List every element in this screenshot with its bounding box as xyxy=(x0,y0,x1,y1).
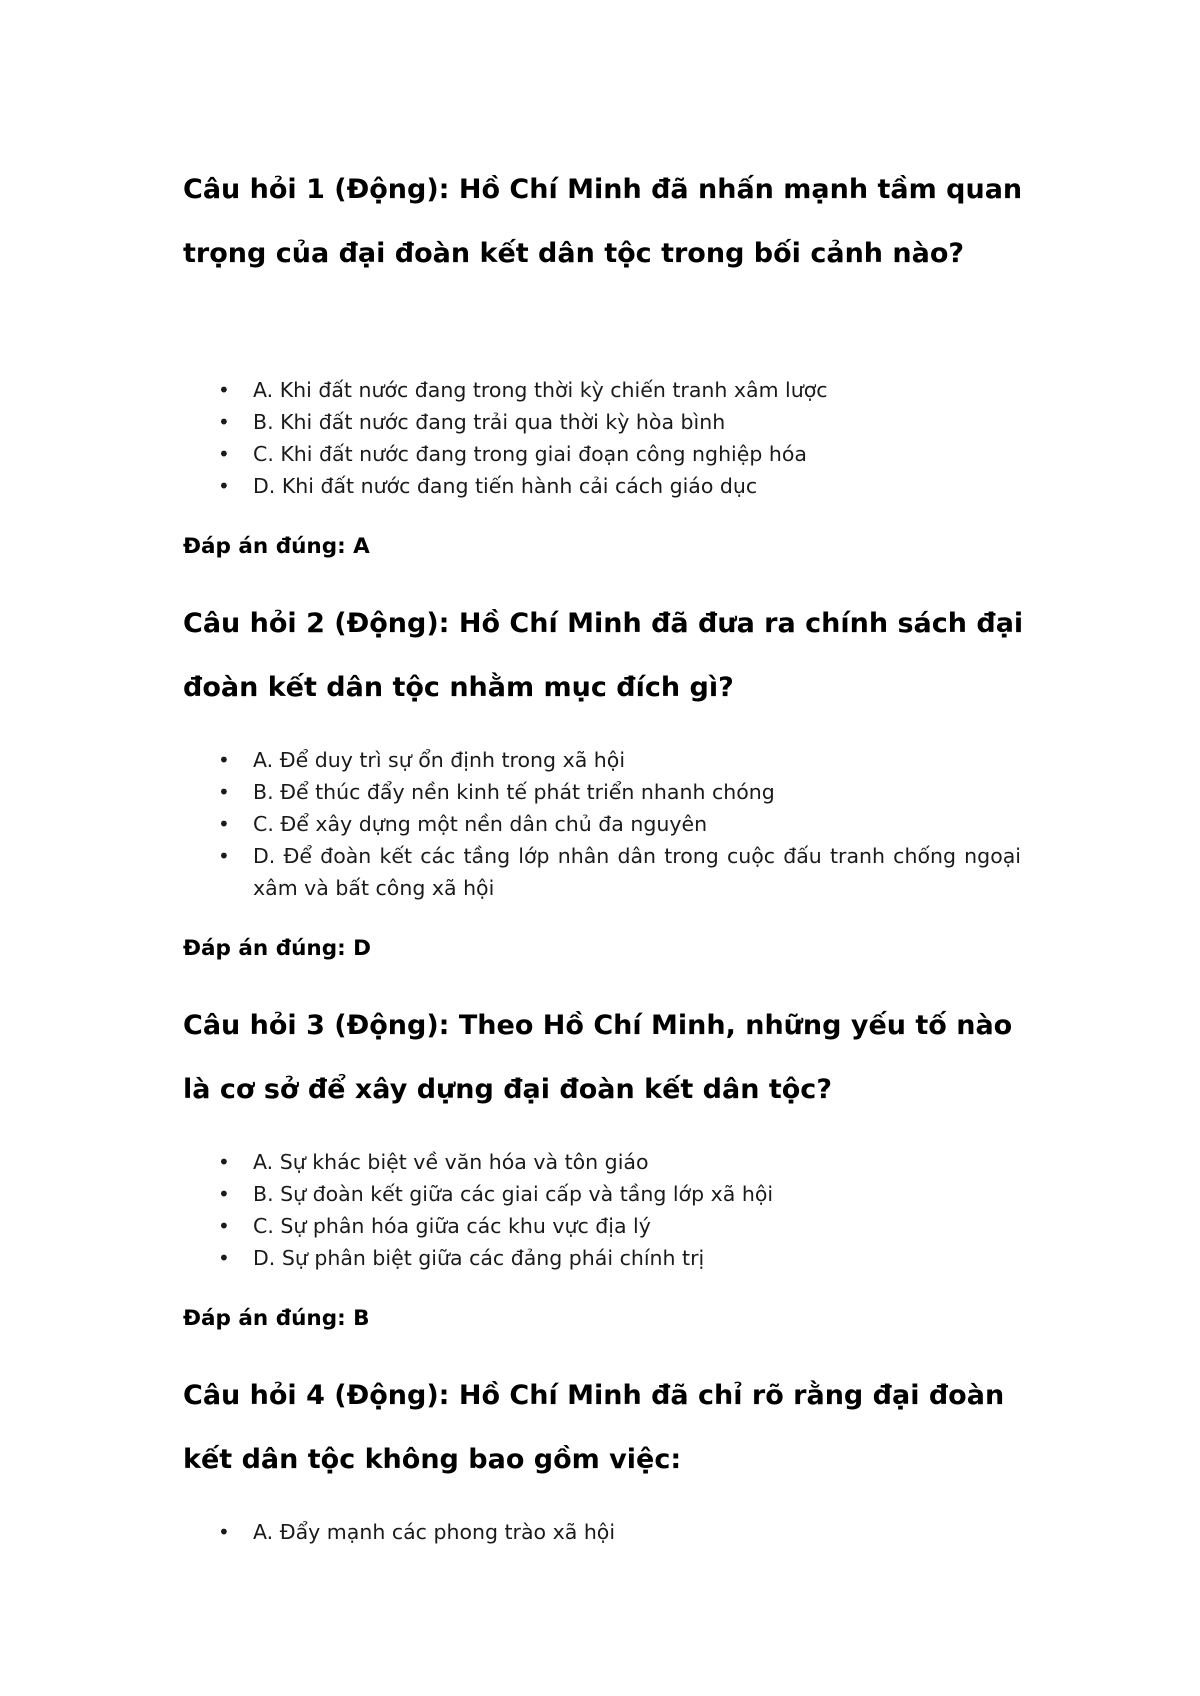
bullet-icon: • xyxy=(218,812,230,836)
question-1-options xyxy=(183,374,1021,502)
option-text: B. Khi đất nước đang trải qua thời kỳ hòa bình xyxy=(253,410,726,434)
bullet-icon: • xyxy=(218,410,230,434)
bullet-icon: • xyxy=(218,442,230,466)
list-item xyxy=(183,840,1021,904)
question-3-options xyxy=(183,1146,1021,1274)
list-item xyxy=(183,776,1021,808)
option-text: D. Sự phân biệt giữa các đảng phái chính trị xyxy=(253,1246,705,1270)
list-item xyxy=(183,1516,1021,1548)
question-1-title: Câu hỏi 1 (Động): Hồ Chí Minh đã nhấn mạnh tầm quan trọng của đại đoàn kết dân tộc trong bối cảnh nào? xyxy=(183,174,1023,269)
list-item xyxy=(183,374,1021,406)
option-text: A. Để duy trì sự ổn định trong xã hội xyxy=(253,748,626,772)
bullet-icon: • xyxy=(218,1182,230,1206)
list-item xyxy=(183,438,1021,470)
question-2-options xyxy=(183,744,1021,904)
option-text: D. Để đoàn kết các tầng lớp nhân dân trong cuộc đấu tranh chống ngoại xâm và bất công xã hội xyxy=(253,844,1021,900)
bullet-icon: • xyxy=(218,1246,230,1270)
question-3-answer: Đáp án đúng: B xyxy=(183,1306,370,1331)
bullet-icon: • xyxy=(218,748,230,772)
option-text: C. Khi đất nước đang trong giai đoạn công nghiệp hóa xyxy=(253,442,807,466)
question-3-title: Câu hỏi 3 (Động): Theo Hồ Chí Minh, những yếu tố nào là cơ sở để xây dựng đại đoàn kết dân tộc? xyxy=(183,1010,1013,1105)
list-item xyxy=(183,1210,1021,1242)
bullet-icon: • xyxy=(218,1150,230,1174)
question-4-options xyxy=(183,1516,1021,1548)
option-text: D. Khi đất nước đang tiến hành cải cách giáo dục xyxy=(253,474,758,498)
bullet-icon: • xyxy=(218,474,230,498)
option-text: C. Sự phân hóa giữa các khu vực địa lý xyxy=(253,1214,651,1238)
bullet-icon: • xyxy=(218,1520,230,1544)
option-text: A. Khi đất nước đang trong thời kỳ chiến tranh xâm lược xyxy=(253,378,828,402)
list-item xyxy=(183,744,1021,776)
bullet-icon: • xyxy=(218,780,230,804)
option-text: C. Để xây dựng một nền dân chủ đa nguyên xyxy=(253,812,708,836)
bullet-icon: • xyxy=(218,1214,230,1238)
option-text: B. Sự đoàn kết giữa các giai cấp và tầng lớp xã hội xyxy=(253,1182,774,1206)
option-text: A. Đẩy mạnh các phong trào xã hội xyxy=(253,1520,616,1544)
list-item xyxy=(183,406,1021,438)
list-item xyxy=(183,808,1021,840)
question-1-answer: Đáp án đúng: A xyxy=(183,534,370,559)
question-2-title: Câu hỏi 2 (Động): Hồ Chí Minh đã đưa ra chính sách đại đoàn kết dân tộc nhằm mục đích gì? xyxy=(183,608,1024,703)
list-item xyxy=(183,1146,1021,1178)
option-text: A. Sự khác biệt về văn hóa và tôn giáo xyxy=(253,1150,649,1174)
option-text: B. Để thúc đẩy nền kinh tế phát triển nhanh chóng xyxy=(253,780,775,804)
question-2-answer: Đáp án đúng: D xyxy=(183,936,372,961)
bullet-icon: • xyxy=(218,378,230,402)
question-4-title: Câu hỏi 4 (Động): Hồ Chí Minh đã chỉ rõ rằng đại đoàn kết dân tộc không bao gồm việc: xyxy=(183,1380,1005,1475)
list-item xyxy=(183,470,1021,502)
list-item xyxy=(183,1242,1021,1274)
list-item xyxy=(183,1178,1021,1210)
bullet-icon: • xyxy=(218,844,230,868)
